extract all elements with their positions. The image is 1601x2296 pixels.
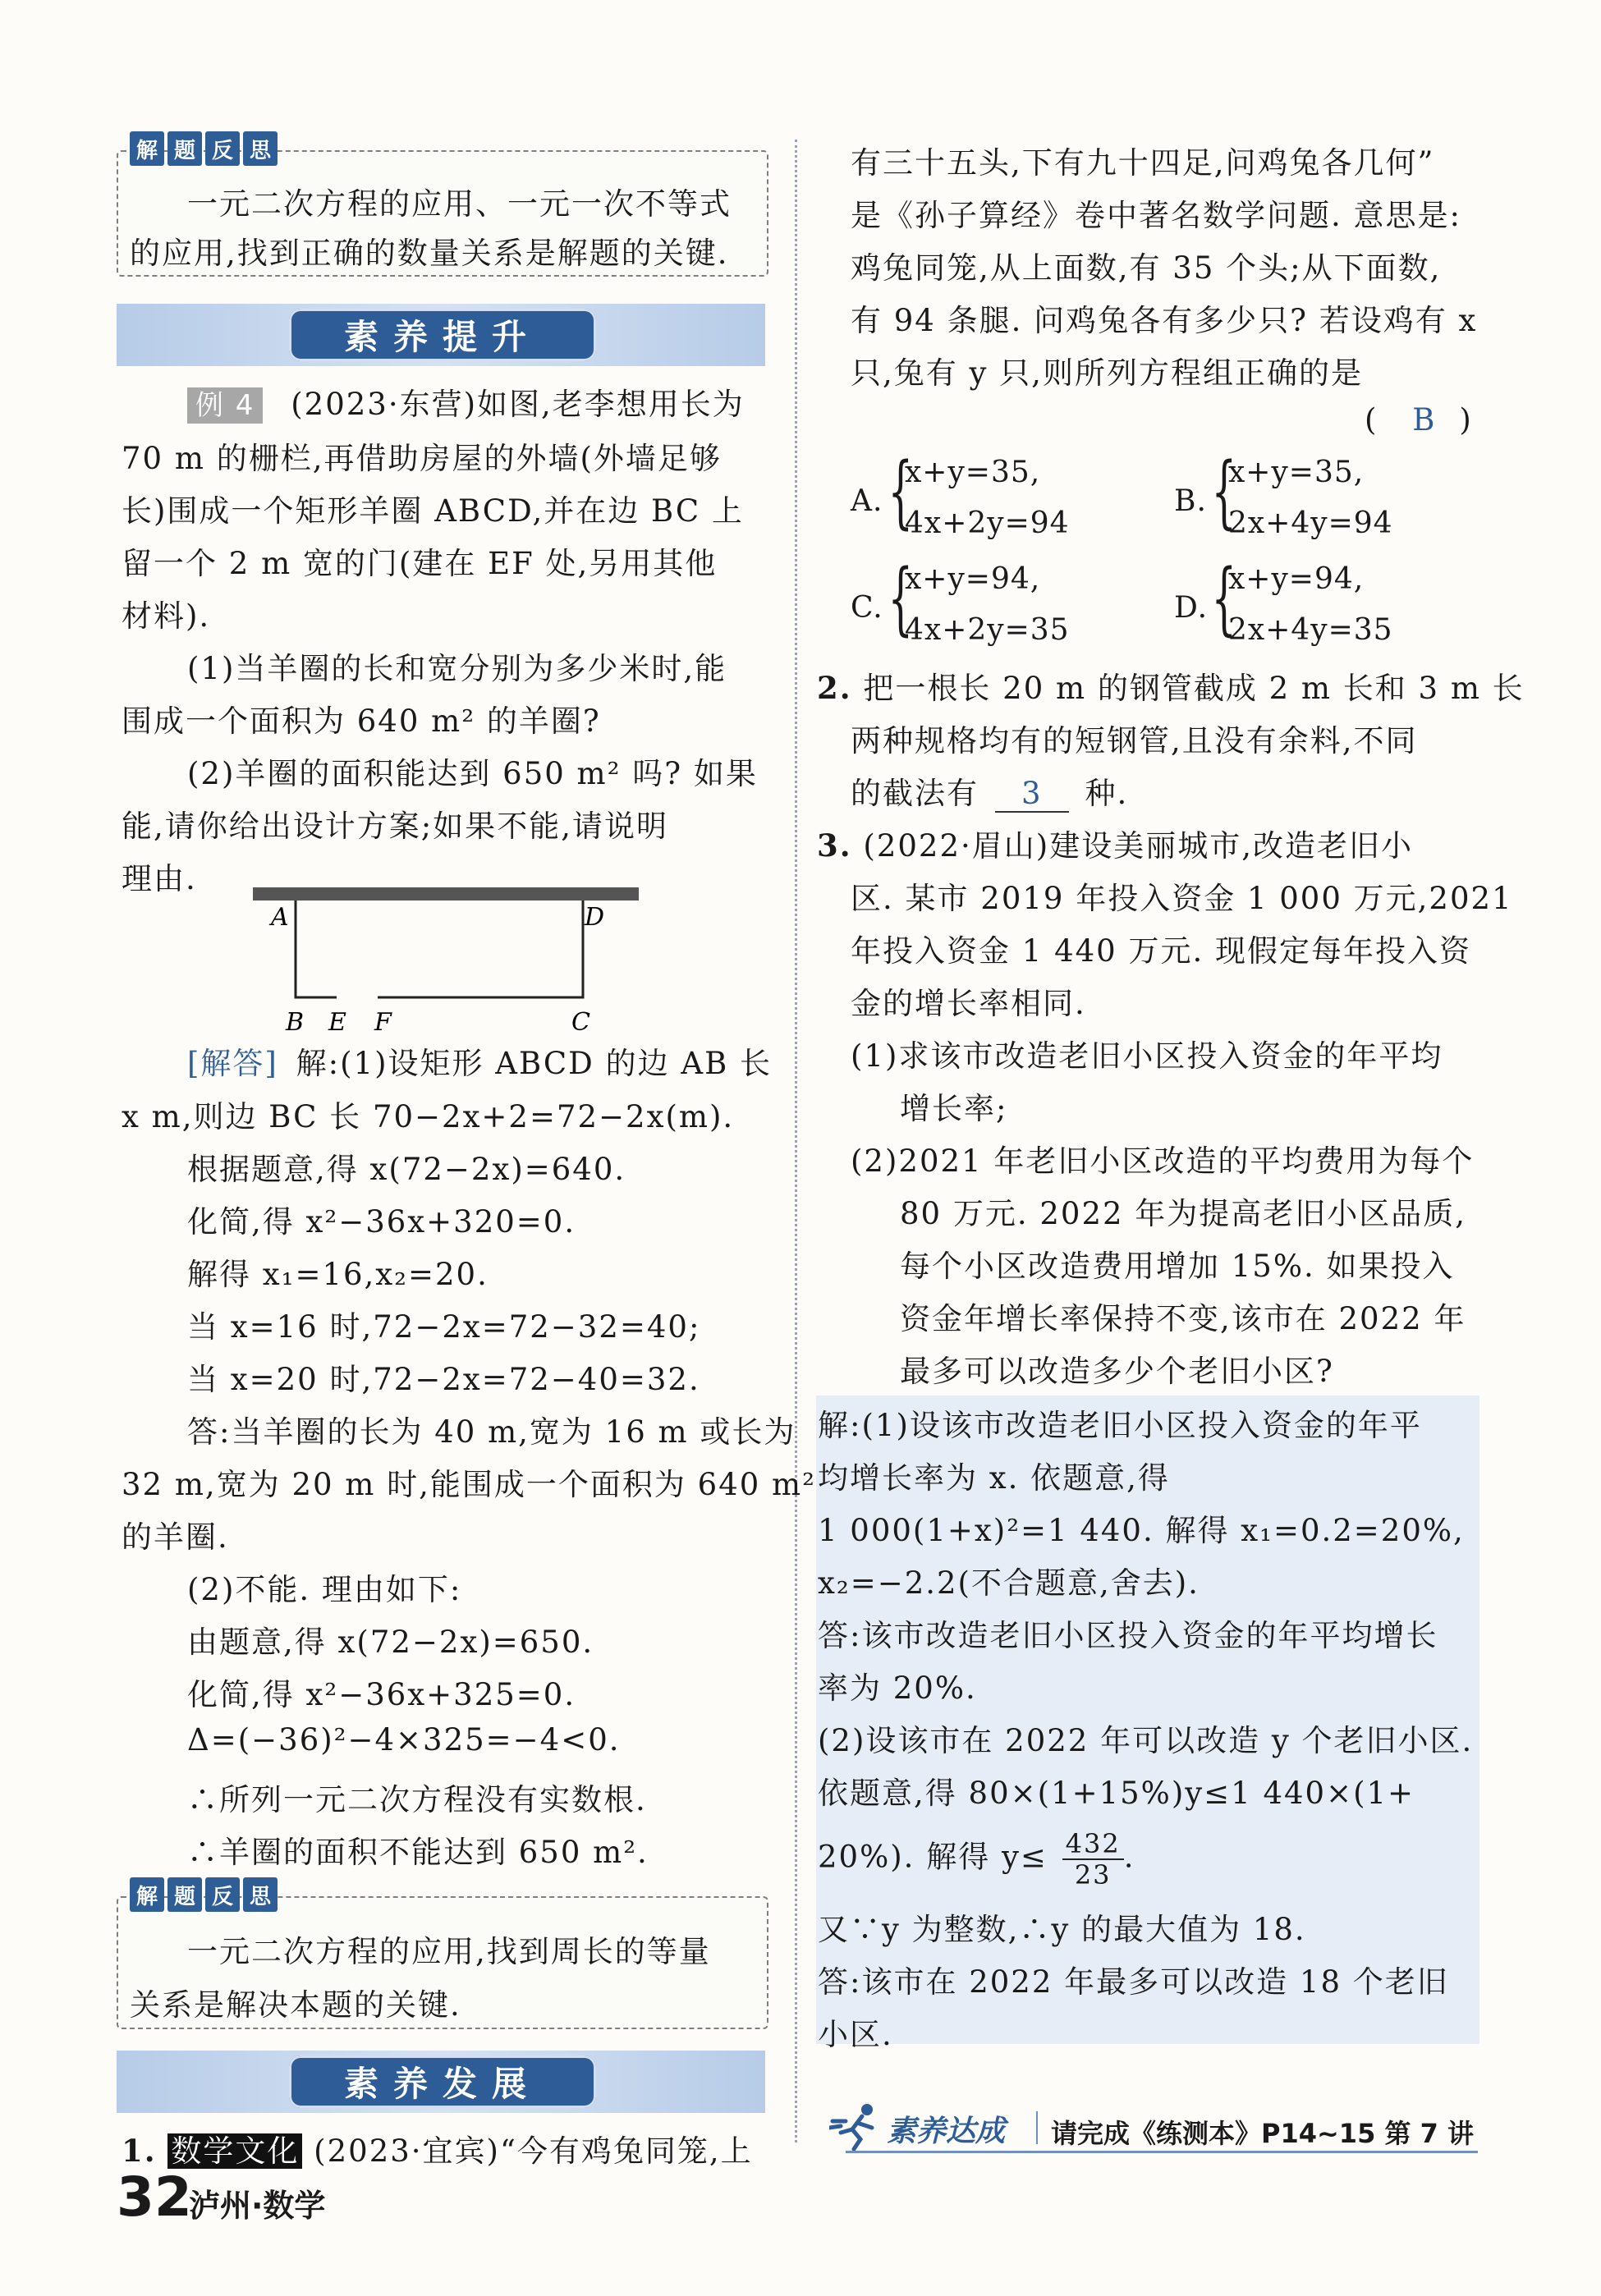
reflection-text: 一元二次方程的应用、一元一次不等式 xyxy=(187,186,732,222)
question-3: 3. (2022·眉山)建设美丽城市,改造老旧小 xyxy=(817,827,1413,864)
question-2: 2. 把一根长 20 m 的钢管截成 2 m 长和 3 m 长 xyxy=(817,670,1525,706)
section-title: 素养提升 xyxy=(289,309,596,361)
question-number: 1. xyxy=(122,2133,157,2169)
question-text: 的截法有 3 种. xyxy=(851,776,1129,811)
fraction-denominator: 23 xyxy=(1074,1859,1112,1890)
question-text: 年投入资金 1 440 万元. 现假定每年投入资 xyxy=(851,933,1471,969)
tag-char: 解 xyxy=(130,1877,164,1912)
question-text: 两种规格均有的短钢管,且没有余料,不同 xyxy=(851,723,1418,758)
solution-line: 解:(1)设该市改造老旧小区投入资金的年平 xyxy=(818,1408,1422,1443)
sub-question: 每个小区改造费用增加 15%. 如果投入 xyxy=(900,1249,1455,1284)
sub-question: (1)求该市改造老旧小区投入资金的年平均 xyxy=(851,1038,1443,1074)
solution-line: 答:该市改造老旧小区投入资金的年平均增长 xyxy=(818,1618,1438,1653)
solution-line-fraction: 20%). 解得 y≤ $\frac{432}{23}$ . xyxy=(818,1828,1135,1890)
question-text: 有三十五头,下有九十四足,问鸡兔各几何” xyxy=(851,145,1435,181)
label-B: B xyxy=(286,1008,305,1037)
reflection-text: 一元二次方程的应用,找到周长的等量 xyxy=(187,1934,711,1969)
solution-line: ∴所列一元二次方程没有实数根. xyxy=(187,1782,647,1817)
solution-line: 小区. xyxy=(818,2017,893,2052)
solution-line: 的羊圈. xyxy=(122,1519,229,1555)
column-divider xyxy=(795,140,797,2142)
label-E: E xyxy=(328,1008,346,1037)
solution-line: 化简,得 x²−36x+325=0. xyxy=(187,1677,576,1712)
book-label: 泸州·数学 xyxy=(189,2188,326,2224)
question-text: 能,请你给出设计方案;如果不能,请说明 xyxy=(122,809,668,844)
solution-line: [解答] 解:(1)设矩形 ABCD 的边 AB 长 xyxy=(187,1046,773,1081)
question-text: 理由. xyxy=(122,861,197,896)
reflection-tags xyxy=(130,131,278,166)
question-text: (2)羊圈的面积能达到 650 m² 吗? 如果 xyxy=(187,756,758,791)
solution-line: 当 x=20 时,72−2x=72−40=32. xyxy=(187,1362,700,1397)
solution-line: 化简,得 x²−36x+320=0. xyxy=(187,1204,576,1240)
answer-label: [解答] xyxy=(187,1046,278,1081)
practice-instruction: 请完成《练测本》P14~15 第 7 讲 xyxy=(1051,2118,1475,2149)
sub-question: 最多可以改造多少个老旧小区? xyxy=(900,1354,1334,1389)
tag-char: 反 xyxy=(205,131,240,166)
question-text: 围成一个面积为 640 m² 的羊圈? xyxy=(122,703,601,739)
runner-icon xyxy=(829,2101,887,2151)
question-1-lead: 1. 数学文化 (2023·宜宾)“今有鸡兔同笼,上 xyxy=(122,2133,753,2169)
label-A: A xyxy=(271,903,289,932)
question-text: 是《孙子算经》卷中著名数学问题. 意思是: xyxy=(851,198,1461,233)
solution-line: x m,则边 BC 长 70−2x+2=72−2x(m). xyxy=(122,1099,735,1134)
example-text: 70 m 的栅栏,再借助房屋的外墙(外墙足够 xyxy=(122,441,722,476)
tag-char: 题 xyxy=(167,1877,202,1912)
fill-blank: 3 xyxy=(995,776,1069,813)
tag-char: 反 xyxy=(205,1877,240,1912)
label-F: F xyxy=(374,1008,392,1037)
example-text: 长)围成一个矩形羊圈 ABCD,并在边 BC 上 xyxy=(122,493,744,529)
pen-rectangle-right xyxy=(378,901,583,997)
question-text: 鸡兔同笼,从上面数,有 35 个头;从下面数, xyxy=(851,250,1442,286)
reflection-tags xyxy=(130,1877,278,1912)
sheep-pen-figure xyxy=(246,882,649,1038)
math-culture-tag: 数学文化 xyxy=(167,2133,302,2169)
solution-line: 均增长率为 x. 依题意,得 xyxy=(818,1460,1170,1496)
solution-line: 解得 x₁=16,x₂=20. xyxy=(187,1257,489,1292)
question-text: 只,兔有 y 只,则所列方程组正确的是 xyxy=(851,355,1363,391)
solution-line: (2)设该市在 2022 年可以改造 y 个老旧小区. xyxy=(818,1723,1474,1758)
answer-choice: B xyxy=(1412,402,1437,438)
tag-char: 思 xyxy=(243,131,278,166)
solution-line: 答:当羊圈的长为 40 m,宽为 16 m 或长为 xyxy=(187,1414,796,1450)
solution-line: 根据题意,得 x(72−2x)=640. xyxy=(187,1152,626,1187)
sub-question: 资金年增长率保持不变,该市在 2022 年 xyxy=(900,1301,1466,1336)
question-number: 2. xyxy=(817,670,852,706)
fraction-numerator: 432 xyxy=(1062,1829,1124,1860)
footer-separator xyxy=(1036,2111,1038,2144)
question-text: (1)当羊圈的长和宽分别为多少米时,能 xyxy=(187,651,727,686)
sub-question: (2)2021 年老旧小区改造的平均费用为每个 xyxy=(851,1143,1475,1179)
solution-line: x₂=−2.2(不合题意,舍去). xyxy=(818,1565,1200,1601)
solution-line: ∴羊圈的面积不能达到 650 m². xyxy=(187,1835,649,1870)
example-header xyxy=(187,379,745,424)
house-wall xyxy=(253,887,639,901)
example-text: 材料). xyxy=(122,598,211,634)
sub-question: 增长率; xyxy=(900,1091,1008,1126)
brand-label: 素养达成 xyxy=(887,2115,1006,2148)
footer-rule xyxy=(846,2151,1478,2153)
reflection-text: 关系是解决本题的关键. xyxy=(130,1987,461,2023)
solution-line: 答:该市在 2022 年最多可以改造 18 个老旧 xyxy=(818,1964,1449,2000)
solution-line: Δ=(−36)²−4×325=−4<0. xyxy=(187,1722,621,1758)
label-D: D xyxy=(585,903,605,932)
solution-line: 又∵y 为整数,∴y 的最大值为 18. xyxy=(818,1912,1306,1947)
section-title: 素养发展 xyxy=(289,2055,596,2108)
solution-line: 率为 20%. xyxy=(818,1670,977,1706)
solution-line: 32 m,宽为 20 m 时,能围成一个面积为 640 m² xyxy=(122,1467,816,1502)
label-C: C xyxy=(571,1008,590,1037)
fraction xyxy=(1062,1829,1124,1890)
answer-bracket: ( B ) xyxy=(1365,402,1473,438)
tag-char: 解 xyxy=(130,131,164,166)
solution-line: 1 000(1+x)²=1 440. 解得 x₁=0.2=20%, xyxy=(818,1513,1465,1548)
sub-question: 80 万元. 2022 年为提高老旧小区品质, xyxy=(900,1196,1467,1231)
solution-line: 当 x=16 时,72−2x=72−32=40; xyxy=(187,1309,701,1345)
example-lead: (2023·东营)如图,老李想用长为 xyxy=(291,387,745,422)
example-text: 留一个 2 m 宽的门(建在 EF 处,另用其他 xyxy=(122,546,718,581)
pen-rectangle xyxy=(296,901,337,997)
solution-line: 依题意,得 80×(1+15%)y≤1 440×(1+ xyxy=(818,1776,1415,1811)
question-text: 有 94 条腿. 问鸡兔各有多少只? 若设鸡有 x xyxy=(851,303,1478,338)
tag-char: 思 xyxy=(243,1877,278,1912)
question-text: 金的增长率相同. xyxy=(851,986,1086,1021)
question-text: 区. 某市 2019 年投入资金 1 000 万元,2021 xyxy=(851,881,1513,916)
tag-char: 题 xyxy=(167,131,202,166)
solution-line: (2)不能. 理由如下: xyxy=(187,1572,462,1607)
page-number: 32 xyxy=(117,2165,192,2229)
example-label: 例 4 xyxy=(187,387,263,424)
reflection-text: 的应用,找到正确的数量关系是解题的关键. xyxy=(130,236,729,271)
question-number: 3. xyxy=(817,827,852,864)
solution-line: 由题意,得 x(72−2x)=650. xyxy=(187,1625,594,1660)
